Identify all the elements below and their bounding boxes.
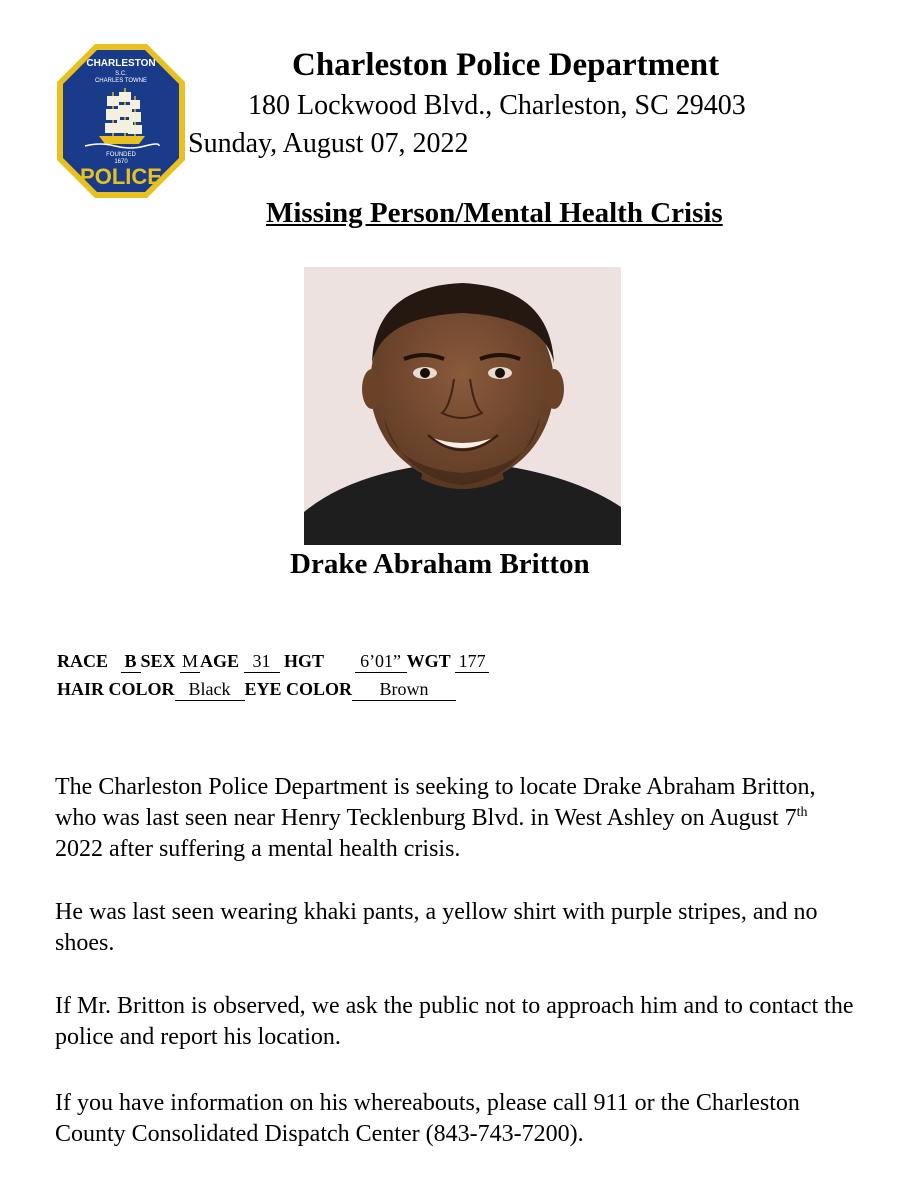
hair-label: HAIR COLOR xyxy=(57,679,175,699)
descriptor-row-2 xyxy=(57,679,456,701)
badge-bottom-text: POLICE xyxy=(80,164,162,189)
department-address: 180 Lockwood Blvd., Charleston, SC 29403 xyxy=(248,90,746,121)
person-name: Drake Abraham Britton xyxy=(290,548,590,580)
badge-year: 1670 xyxy=(114,159,128,165)
p1-text-a: The Charleston Police Department is seeking to locate Drake Abraham Britton, who was last seen near Henry Tecklenburg Blvd. in West Ashley on August 7 xyxy=(55,774,816,831)
eye-value: Brown xyxy=(352,679,456,701)
p1-text-b: 2022 after suffering a mental health crisis. xyxy=(55,836,461,862)
person-photo xyxy=(304,267,621,545)
hair-value: Black xyxy=(175,679,245,701)
height-label: HGT xyxy=(284,651,325,671)
race-value: B xyxy=(121,651,141,673)
weight-label: WGT xyxy=(406,651,451,671)
sex-label: SEX xyxy=(140,651,176,671)
weight-value: 177 xyxy=(455,651,489,673)
police-badge-logo xyxy=(55,42,187,200)
paragraph-contact: If you have information on his whereabouts, please call 911 or the Charleston County Consolidated Dispatch Center (843-743-7200). xyxy=(55,1090,800,1147)
paragraph-clothing: He was last seen wearing khaki pants, a yellow shirt with purple stripes, and no shoes. xyxy=(55,899,818,956)
department-name: Charleston Police Department xyxy=(292,47,720,83)
sex-value: M xyxy=(182,651,199,671)
age-value: 31 xyxy=(244,651,280,673)
alert-title: Missing Person/Mental Health Crisis xyxy=(266,197,723,229)
badge-sub2: CHARLES TOWNE xyxy=(94,78,148,84)
age-label: AGE xyxy=(200,651,240,671)
paragraph-caution: If Mr. Britton is observed, we ask the public not to approach him and to contact the police and report his location. xyxy=(55,993,854,1050)
badge-sub1: S.C. xyxy=(115,71,127,77)
eye-label: EYE COLOR xyxy=(244,679,353,699)
badge-top-text: CHARLESTON xyxy=(86,58,156,69)
race-label: RACE xyxy=(57,651,109,671)
p1-superscript: th xyxy=(796,805,808,820)
descriptor-row-1 xyxy=(57,651,489,673)
bulletin-date: Sunday, August 07, 2022 xyxy=(188,128,469,159)
height-value: 6’01” xyxy=(355,651,407,673)
paragraph-last-seen xyxy=(55,772,855,865)
badge-founded: FOUNDED xyxy=(106,152,136,158)
